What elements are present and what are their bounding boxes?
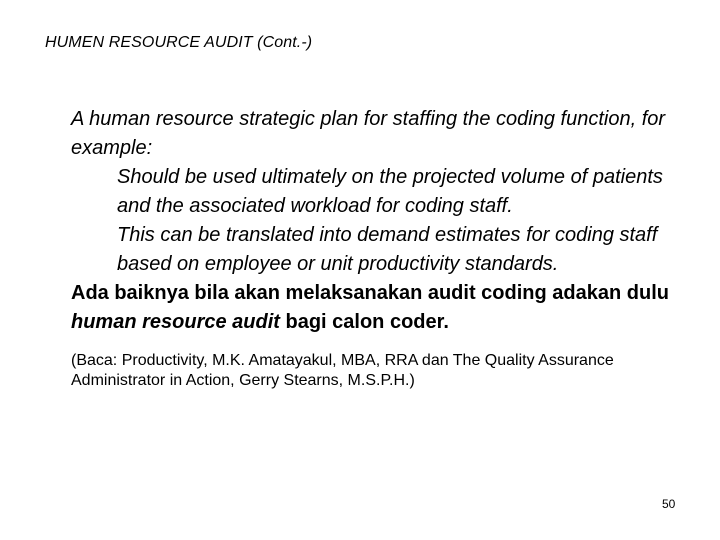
slide-content (71, 105, 691, 391)
audit-note-prefix: Ada baiknya bila akan melaksanakan audit coding adakan dulu (71, 282, 669, 304)
audit-note (71, 279, 691, 337)
audit-note-suffix: bagi calon coder. (279, 311, 449, 333)
citation-text: (Baca: Productivity, M.K. Amatayakul, MBA, RRA dan The Quality Assurance Administrator in Action, Gerry Stearns, M.S.P.H.) (71, 352, 614, 389)
intro-text: A human resource strategic plan for staffing the coding function, for example: (71, 108, 666, 159)
sub-point-1: Should be used ultimately on the projected volume of patients and the associated workload for coding staff. (117, 166, 663, 217)
audit-note-emphasis: human resource audit (71, 311, 280, 333)
sub-point-2: This can be translated into demand estimates for coding staff based on employee or unit productivity standards. (117, 224, 658, 275)
page-number: 50 (662, 497, 676, 511)
slide-title: HUMEN RESOURCE AUDIT (Cont.-) (45, 34, 313, 51)
